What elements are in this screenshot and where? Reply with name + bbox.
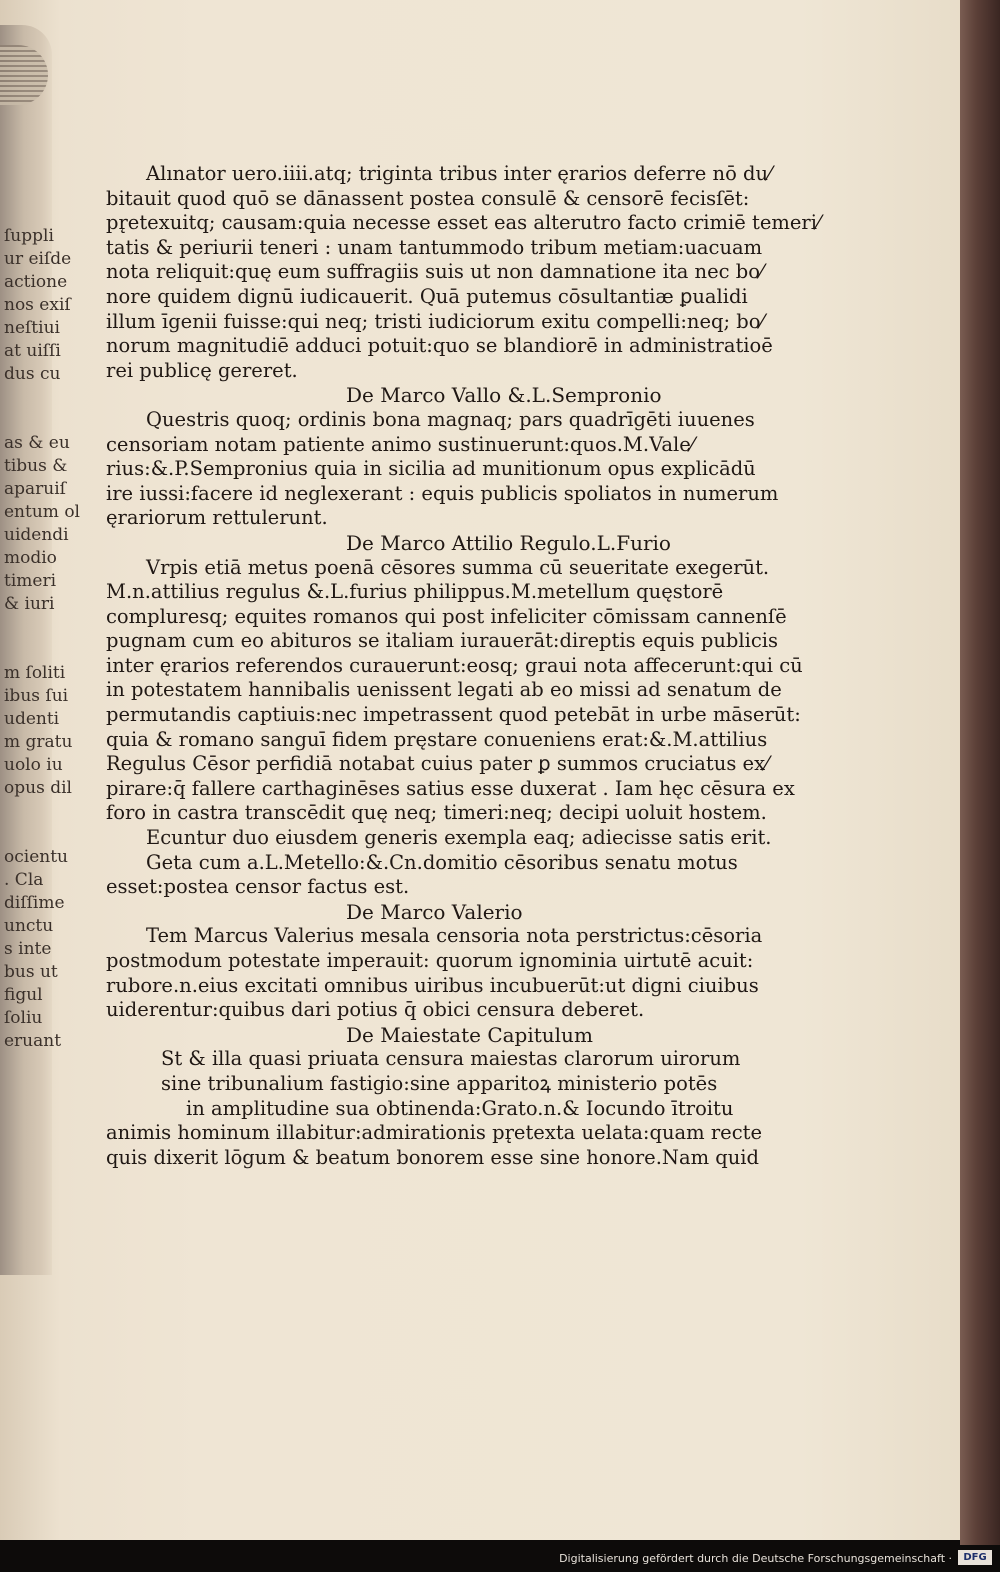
text-line: Alınator uero.iiii.atq; triginta tribus inter ęrarios deferre nō du⁄	[146, 162, 772, 185]
text-line: Tem Marcus Valerius mesala censoria nota perstrictus:cēsoria	[146, 924, 763, 948]
facing-page-fragment: ibus ſui	[4, 686, 69, 706]
facing-page-fragment	[4, 639, 48, 662]
text-line: Vrpis etiā metus poenā cēsores summa cū seueritate exegerūt.	[146, 555, 770, 579]
facing-page-fragment: unctu	[4, 916, 54, 936]
text-line: quia & romano sanguī fidem pręstare conueniens erat:&.M.attilius	[106, 727, 768, 751]
section-heading: De Marco Vallo &.L.Sempronio	[346, 383, 662, 408]
book-spine-edge	[960, 0, 1000, 1545]
facing-page-fragment: figul	[4, 985, 43, 1005]
facing-page-fragment: . Cla	[4, 870, 44, 890]
text-line: inter ęrarios referendos curauerunt:eosq; graui nota affecerunt:qui cū	[106, 653, 803, 677]
facing-page-fragment: modio	[4, 548, 57, 568]
facing-page-fragment: m gratu	[4, 732, 73, 752]
text-line: in potestatem hannibalis uenissent legati ab eo missi ad senatum de	[106, 678, 782, 702]
section-heading: De Maiestate Capitulum	[346, 1022, 593, 1047]
facing-page-fragment: ocientu	[4, 847, 68, 867]
text-line: norum magnitudiē adduci potuit:quo se blandiorē in administratioē	[106, 334, 773, 358]
facing-page-fragment: dus cu	[4, 364, 61, 384]
text-line: nota reliquit:quę eum suffragiis suis ut non damnatione ita nec bo⁄	[106, 260, 764, 284]
text-line: rubore.n.eius excitati omnibus uiribus incubuerūt:ut digni ciuibus	[106, 973, 759, 997]
text-line: rius:&.P.Sempronius quia in sicilia ad munitionum opus explicādū	[106, 457, 756, 481]
facing-page-fragment: diſſime	[4, 893, 65, 913]
facing-page-fragment	[4, 409, 48, 432]
section-heading: De Marco Valerio	[346, 899, 523, 924]
text-line: in amplitudine sua obtinenda:Grato.n.& Iocundo ītroitu	[186, 1096, 734, 1120]
text-line: censoriam notam patiente animo sustinuerunt:quos.M.Vale⁄	[106, 432, 695, 456]
text-line: M.n.attilius regulus &.L.furius philippus.M.metellum quęstorē	[106, 580, 724, 604]
facing-page-fragment: at uiſſi	[4, 341, 61, 361]
text-line: pr̨etexuitq; causam:quia necesse esset eas alterutro facto crimiē temeri⁄	[106, 211, 821, 235]
facing-page-fragment: & iuri	[4, 594, 55, 614]
text-line: compluresq; equites romanos qui post infeliciter cōmissam cannenſē	[106, 604, 787, 628]
text-line: tatis & periurii teneri : unam tantummodo tribum metiam:uacuam	[106, 235, 763, 259]
facing-page-fragment: ſuppli	[4, 226, 54, 246]
facing-page-fragment: nos exiſ	[4, 295, 71, 315]
funding-credit: Digitalisierung gefördert durch die Deutsche Forschungsgemeinschaft ·	[559, 1552, 952, 1565]
text-line: Questris quoq; ordinis bona magnaq; pars quadrīgēti iuuenes	[146, 407, 755, 431]
facing-page-edge	[0, 25, 80, 1275]
facing-page-fragment: ſoliu	[4, 1008, 43, 1028]
facing-page-fragment: ur eiſde	[4, 249, 72, 269]
facing-page-fragment	[4, 386, 48, 409]
text-line: sine tribunalium fastigio:sine apparitoꝝ ministerio potēs	[161, 1071, 718, 1095]
text-line: bitauit quod quō se dānassent postea consulē & censorē fecisſēt:	[106, 186, 750, 210]
facing-page-fragment: udenti	[4, 709, 60, 729]
text-line: pugnam cum eo abituros se italiam iurauerāt:direptis equis publicis	[106, 629, 779, 653]
facing-page-fragment: bus ut	[4, 962, 58, 982]
text-line: foro in castra transcēdit quę neq; timeri:neq; decipi uoluit hostem.	[106, 801, 767, 825]
text-line: animis hominum illabitur:admirationis pr̨etexta uelata:quam recte	[106, 1121, 763, 1145]
facing-page-fragment: s inte	[4, 939, 52, 959]
facing-page-fragment: as & eu	[4, 433, 70, 453]
page-text-block	[106, 162, 821, 1170]
facing-page-fragment: actione	[4, 272, 68, 292]
facing-page-fragment	[4, 616, 48, 639]
page-curl	[0, 45, 48, 105]
text-line: ęrariorum rettulerunt.	[106, 506, 328, 530]
section-heading: De Marco Attilio Regulo.L.Furio	[346, 530, 671, 555]
text-line: postmodum potestate imperauit: quorum ignominia uirtutē acuit:	[106, 949, 754, 972]
facing-page-fragment: neſtiui	[4, 318, 60, 338]
facing-page-fragment: tibus &	[4, 456, 68, 476]
facing-page-fragment: m ſoliti	[4, 663, 66, 683]
facing-page-text	[4, 225, 80, 1053]
text-line: esset:postea censor factus est.	[106, 875, 410, 899]
facing-page-fragment: eruant	[4, 1031, 62, 1051]
text-line: rei publicę gereret.	[106, 358, 298, 382]
facing-page-fragment: opus dil	[4, 778, 72, 798]
dfg-logo: DFG	[958, 1550, 992, 1565]
text-line: quis dixerit lōgum & beatum bonorem esse sine honore.Nam quid	[106, 1145, 760, 1169]
text-line: illum īgenii fuisse:qui neq; tristi iudiciorum exitu compelli:neq; bo⁄	[106, 309, 764, 333]
facing-page-fragment: uidendi	[4, 525, 69, 545]
text-line: ire iussi:facere id neglexerant : equis publicis spoliatos in numerum	[106, 481, 779, 505]
facing-page-fragment: aparuiſ	[4, 479, 66, 499]
facing-page-fragment	[4, 823, 48, 846]
text-line: nore quidem dignū iudicauerit. Quā putemus cōsultantiæ ꝑualidi	[106, 284, 748, 308]
text-line: pirare:q̄ fallere carthaginēses satius esse duxerat . Iam hęc cēsura ex	[106, 776, 795, 800]
text-line: Regulus Cēsor perfidiā notabat cuius pater ꝑ summos cruciatus ex⁄	[106, 752, 769, 776]
text-line: uiderentur:quibus dari potius q̄ obici censura deberet.	[106, 998, 645, 1022]
facing-page-fragment: uolo iu	[4, 755, 63, 775]
facing-page-fragment: entum ol	[4, 502, 80, 522]
text-line: St & illa quasi priuata censura maiestas clarorum uirorum	[161, 1047, 741, 1071]
text-line: permutandis captiuis:nec impetrassent quod petebāt in urbe māserūt:	[106, 703, 801, 727]
text-line: Ecuntur duo eiusdem generis exempla eaq; adiecisse satis erit.	[146, 826, 772, 850]
facing-page-fragment	[4, 800, 48, 823]
text-line: Geta cum a.L.Metello:&.Cn.domitio cēsoribus senatu motus	[146, 850, 738, 874]
facing-page-fragment: timeri	[4, 571, 57, 591]
